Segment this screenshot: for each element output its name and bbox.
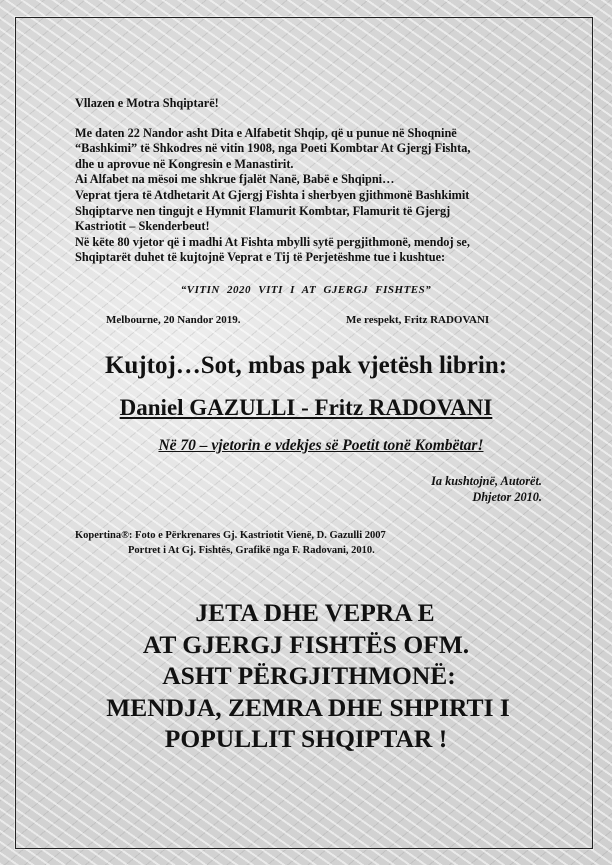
paragraph-line: Ai Alfabet na mësoi me shkrue fjalët Nanë, Babë e Shqipni… [75, 172, 395, 187]
greeting: Vllazen e Motra Shqiptarë! [75, 96, 219, 110]
title-line: ASHT PËRGJITHMONË: [162, 661, 456, 690]
paragraph-line: Me daten 22 Nandor asht Dita e Alfabetit Shqip, që u punue në Shoqninë [75, 125, 457, 140]
tribute-line: Në 70 – vjetorin e vdekjes së Poetit tonë Kombëtar! [158, 437, 484, 454]
credits [75, 528, 575, 558]
book-authors: Daniel GAZULLI - Fritz RADOVANI [119, 395, 493, 420]
paragraph-line: Veprat tjera të Atdhetarit At Gjergj Fishta i sherbyen gjithmonë Bashkimit [75, 187, 470, 202]
headline: Kujtoj…Sot, mbas pak vjetësh librin: [104, 352, 508, 379]
title-line: AT GJERGJ FISHTËS OFM. [142, 629, 470, 659]
paragraph-line: Shqiptarët duhet të kujtojnë Veprat e Tij të Perjetëshme tue i kushtue: [75, 250, 446, 265]
paragraph-line: “Bashkimi” të Shkodres në vitin 1908, nga Poeti Kombtar At Gjergj Fishta, [75, 141, 471, 156]
book-title [0, 597, 612, 755]
dateline [106, 314, 526, 326]
letter-body [75, 96, 565, 266]
signature: Me respekt, Fritz RADOVANI [346, 314, 490, 326]
title-line: POPULLIT SHQIPTAR ! [164, 724, 448, 753]
paragraph-line: Shqiptarve nen tingujt e Hymnit Flamurit Kombtar, Flamurit të Gjergj [75, 203, 451, 218]
place-date: Melbourne, 20 Nandor 2019. [106, 314, 241, 326]
dedication [431, 474, 542, 505]
slogan: “VITIN 2020 VITI I AT GJERGJ FISHTES” [180, 284, 432, 296]
title-line: MENDJA, ZEMRA DHE SHPIRTI I [106, 692, 510, 722]
paragraph-line: Kastriotit – Skenderbeut! [75, 219, 210, 234]
paragraph-line: Në këte 80 vjetor që i madhi At Fishta mbylli sytë pergjithmonë, mendoj se, [75, 234, 470, 249]
paragraph-line: dhe u aprovue në Kongresin e Manastirit. [75, 156, 294, 171]
dedication-line: Ia kushtojnë, Autorët. [431, 474, 542, 488]
cover-credit: Kopertina®: Foto e Përkrenares Gj. Kastriotit Vienë, D. Gazulli 2007 [75, 530, 386, 541]
dedication-date: Dhjetor 2010. [472, 489, 542, 504]
title-line: JETA DHE VEPRA E [195, 598, 435, 627]
portrait-credit: Portret i At Gj. Fishtës, Grafikë nga F. Radovani, 2010. [128, 545, 375, 556]
